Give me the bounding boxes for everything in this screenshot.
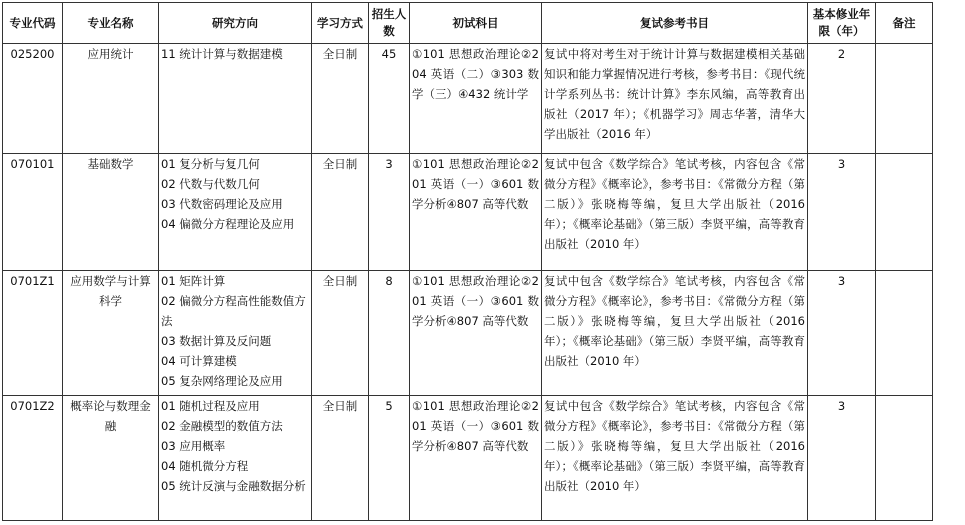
cell-name: 概率论与数理金融 [63, 396, 159, 521]
cell-directions [159, 44, 312, 154]
cell-years: 3 [808, 396, 876, 521]
header-name: 专业名称 [63, 3, 159, 44]
header-note: 备注 [876, 3, 933, 44]
direction-item: 05 复杂网络理论及应用 [161, 374, 283, 388]
direction-item: 04 可计算建模 [161, 354, 237, 368]
header-direction: 研究方向 [159, 3, 312, 44]
cell-note [876, 271, 933, 396]
cell-mode: 全日制 [312, 396, 369, 521]
direction-item: 03 数据计算及反问题 [161, 334, 272, 348]
header-exam: 初试科目 [410, 3, 542, 44]
direction-item: 03 代数密码理论及应用 [161, 197, 283, 211]
cell-directions [159, 271, 312, 396]
cell-name: 应用统计 [63, 44, 159, 154]
cell-exam: ①101 思想政治理论②204 英语（二）③303 数学（三）④432 统计学 [410, 44, 542, 154]
table-row [3, 396, 933, 521]
cell-code: 0701Z1 [3, 271, 63, 396]
cell-directions [159, 396, 312, 521]
cell-note [876, 396, 933, 521]
direction-item: 04 随机微分方程 [161, 459, 249, 473]
direction-item: 02 代数与代数几何 [161, 177, 260, 191]
cell-directions [159, 154, 312, 271]
cell-quota: 45 [369, 44, 410, 154]
direction-item: 01 随机过程及应用 [161, 399, 260, 413]
header-years: 基本修业年限（年） [808, 3, 876, 44]
table-row [3, 154, 933, 271]
cell-exam: ①101 思想政治理论②201 英语（一）③601 数学分析④807 高等代数 [410, 396, 542, 521]
program-table [2, 2, 933, 521]
cell-books: 复试中包含《数学综合》笔试考核，内容包含《常微分方程》《概率论》，参考书目：《常微分方程（第二版）》张晓梅等编，复旦大学出版社（2016 年）；《概率论基础》（第三版）李贤平编，高等教育出版社（2010 年） [542, 396, 808, 521]
cell-name: 应用数学与计算科学 [63, 271, 159, 396]
cell-years: 2 [808, 44, 876, 154]
cell-books: 复试中包含《数学综合》笔试考核，内容包含《常微分方程》《概率论》，参考书目：《常微分方程（第二版）》张晓梅等编，复旦大学出版社（2016 年）；《概率论基础》（第三版）李贤平编，高等教育出版社（2010 年） [542, 271, 808, 396]
direction-item: 11 统计计算与数据建模 [161, 47, 283, 61]
cell-exam: ①101 思想政治理论②201 英语（一）③601 数学分析④807 高等代数 [410, 154, 542, 271]
table-row [3, 44, 933, 154]
cell-mode: 全日制 [312, 271, 369, 396]
cell-mode: 全日制 [312, 44, 369, 154]
cell-note [876, 44, 933, 154]
direction-item: 03 应用概率 [161, 439, 226, 453]
cell-name: 基础数学 [63, 154, 159, 271]
direction-item: 02 金融模型的数值方法 [161, 419, 283, 433]
cell-books: 复试中将对考生对于统计计算与数据建模相关基础知识和能力掌握情况进行考核，参考书目：《现代统计学系列丛书：统计计算》李东风编，高等教育出版社（2017 年）；《机器学习》周志华著，清华大学出版社（2016 年） [542, 44, 808, 154]
header-quota: 招生人数 [369, 3, 410, 44]
cell-note [876, 154, 933, 271]
cell-books: 复试中包含《数学综合》笔试考核，内容包含《常微分方程》《概率论》，参考书目：《常微分方程（第二版）》张晓梅等编，复旦大学出版社（2016 年）；《概率论基础》（第三版）李贤平编，高等教育出版社（2010 年） [542, 154, 808, 271]
direction-item: 05 统计反演与金融数据分析 [161, 479, 306, 493]
cell-code: 025200 [3, 44, 63, 154]
header-mode: 学习方式 [312, 3, 369, 44]
cell-years: 3 [808, 271, 876, 396]
cell-code: 070101 [3, 154, 63, 271]
cell-years: 3 [808, 154, 876, 271]
direction-item: 02 偏微分方程高性能数值方法 [161, 294, 306, 328]
cell-code: 0701Z2 [3, 396, 63, 521]
direction-item: 04 偏微分方程理论及应用 [161, 217, 295, 231]
header-code: 专业代码 [3, 3, 63, 44]
cell-quota: 3 [369, 154, 410, 271]
direction-item: 01 矩阵计算 [161, 274, 226, 288]
direction-item: 01 复分析与复几何 [161, 157, 260, 171]
cell-quota: 5 [369, 396, 410, 521]
cell-mode: 全日制 [312, 154, 369, 271]
header-row [3, 3, 933, 44]
cell-exam: ①101 思想政治理论②201 英语（一）③601 数学分析④807 高等代数 [410, 271, 542, 396]
cell-quota: 8 [369, 271, 410, 396]
header-books: 复试参考书目 [542, 3, 808, 44]
table-row [3, 271, 933, 396]
